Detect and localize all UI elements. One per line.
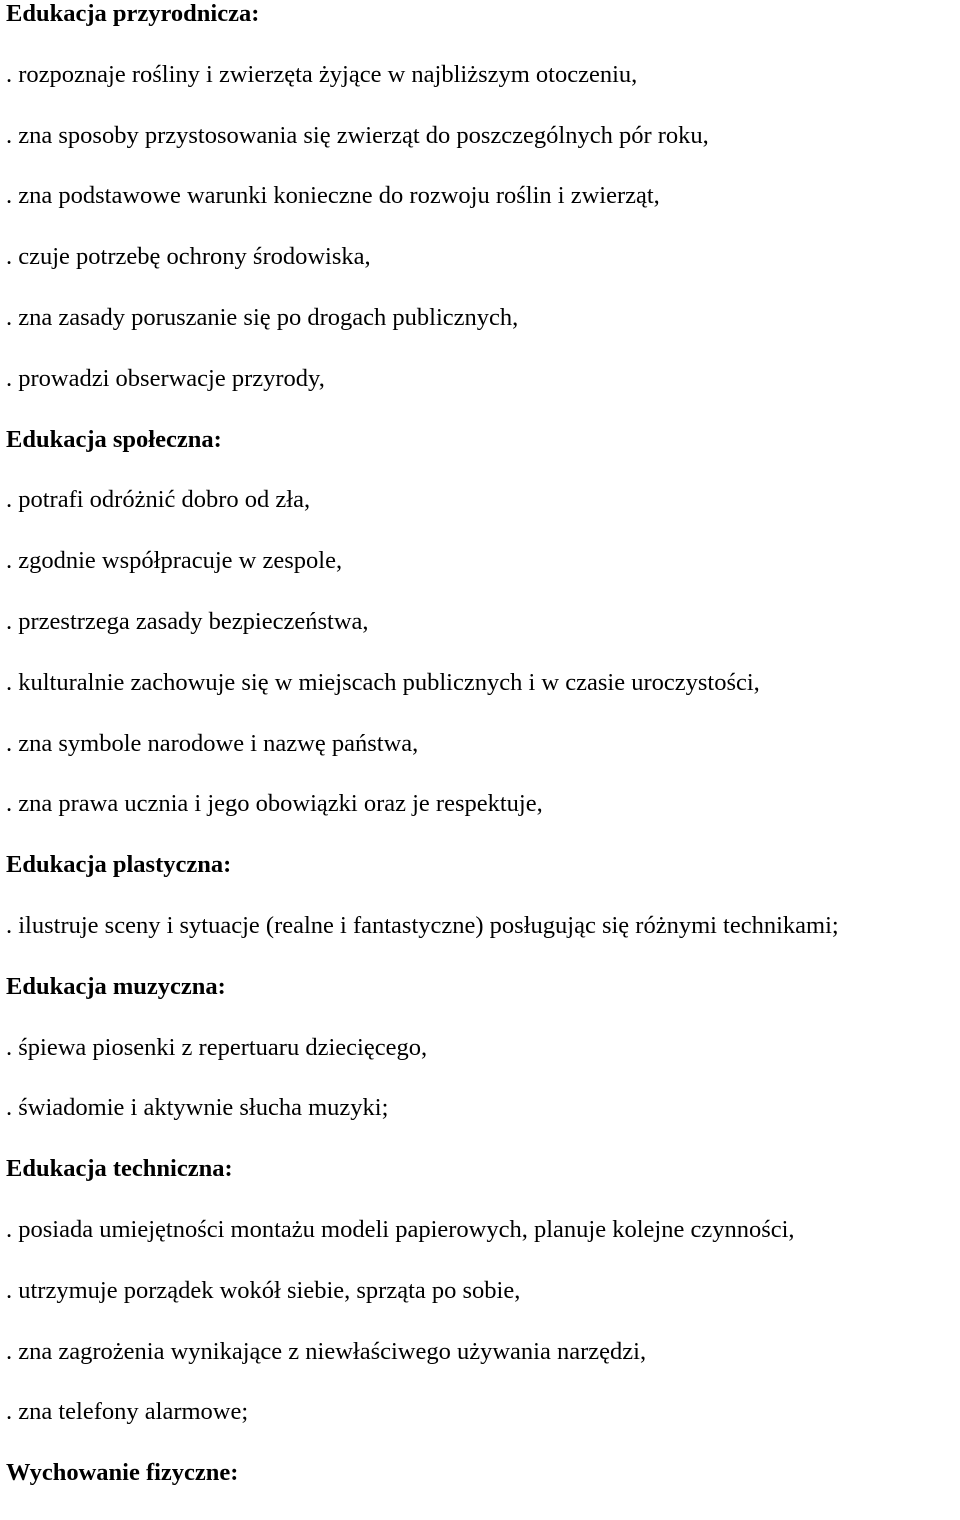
list-item: . kulturalnie zachowuje się w miejscach publicznych i w czasie uroczystości, — [6, 668, 760, 696]
list-item: . świadomie i aktywnie słucha muzyki; — [6, 1094, 389, 1122]
document — [6, 0, 958, 1520]
list-item: . prowadzi obserwacje przyrody, — [6, 364, 325, 392]
list-item: . zna zagrożenia wynikające z niewłaściwego używania narzędzi, — [6, 1337, 647, 1365]
list-item: . czuje potrzebę ochrony środowiska, — [6, 243, 371, 271]
section-heading-techniczna: Edukacja techniczna: — [6, 1155, 233, 1183]
list-item: . zgodnie współpracuje w zespole, — [6, 547, 343, 575]
list-item: . przestrzega zasady bezpieczeństwa, — [6, 607, 369, 635]
list-item: . zna prawa ucznia i jego obowiązki oraz je respektuje, — [6, 790, 543, 818]
list-item: . zna telefony alarmowe; — [6, 1398, 249, 1426]
list-item: . posiada umiejętności montażu modeli papierowych, planuje kolejne czynności, — [6, 1215, 795, 1243]
section-heading-muzyczna: Edukacja muzyczna: — [6, 972, 226, 1000]
section-heading-spoleczna: Edukacja społeczna: — [6, 425, 222, 453]
list-item: . ilustruje sceny i sytuacje (realne i fantastyczne) posługując się różnymi technikami; — [6, 911, 839, 939]
list-item: . zna zasady poruszanie się po drogach publicznych, — [6, 303, 519, 331]
list-item: . rozpoznaje rośliny i zwierzęta żyjące w najbliższym otoczeniu, — [6, 60, 638, 88]
list-item: . zna podstawowe warunki konieczne do rozwoju roślin i zwierząt, — [6, 182, 660, 210]
list-item: . utrzymuje porządek wokół siebie, sprząta po sobie, — [6, 1276, 521, 1304]
section-heading-plastyczna: Edukacja plastyczna: — [6, 851, 232, 879]
list-item: . potrafi odróżnić dobro od zła, — [6, 486, 311, 514]
section-heading-przyrodnicza: Edukacja przyrodnicza: — [6, 0, 260, 27]
list-item: . zna symbole narodowe i nazwę państwa, — [6, 729, 419, 757]
list-item: . śpiewa piosenki z repertuaru dziecięcego, — [6, 1033, 428, 1061]
list-item: . zna sposoby przystosowania się zwierząt do poszczególnych pór roku, — [6, 121, 709, 149]
section-heading-wychowanie-fizyczne: Wychowanie fizyczne: — [6, 1459, 239, 1487]
